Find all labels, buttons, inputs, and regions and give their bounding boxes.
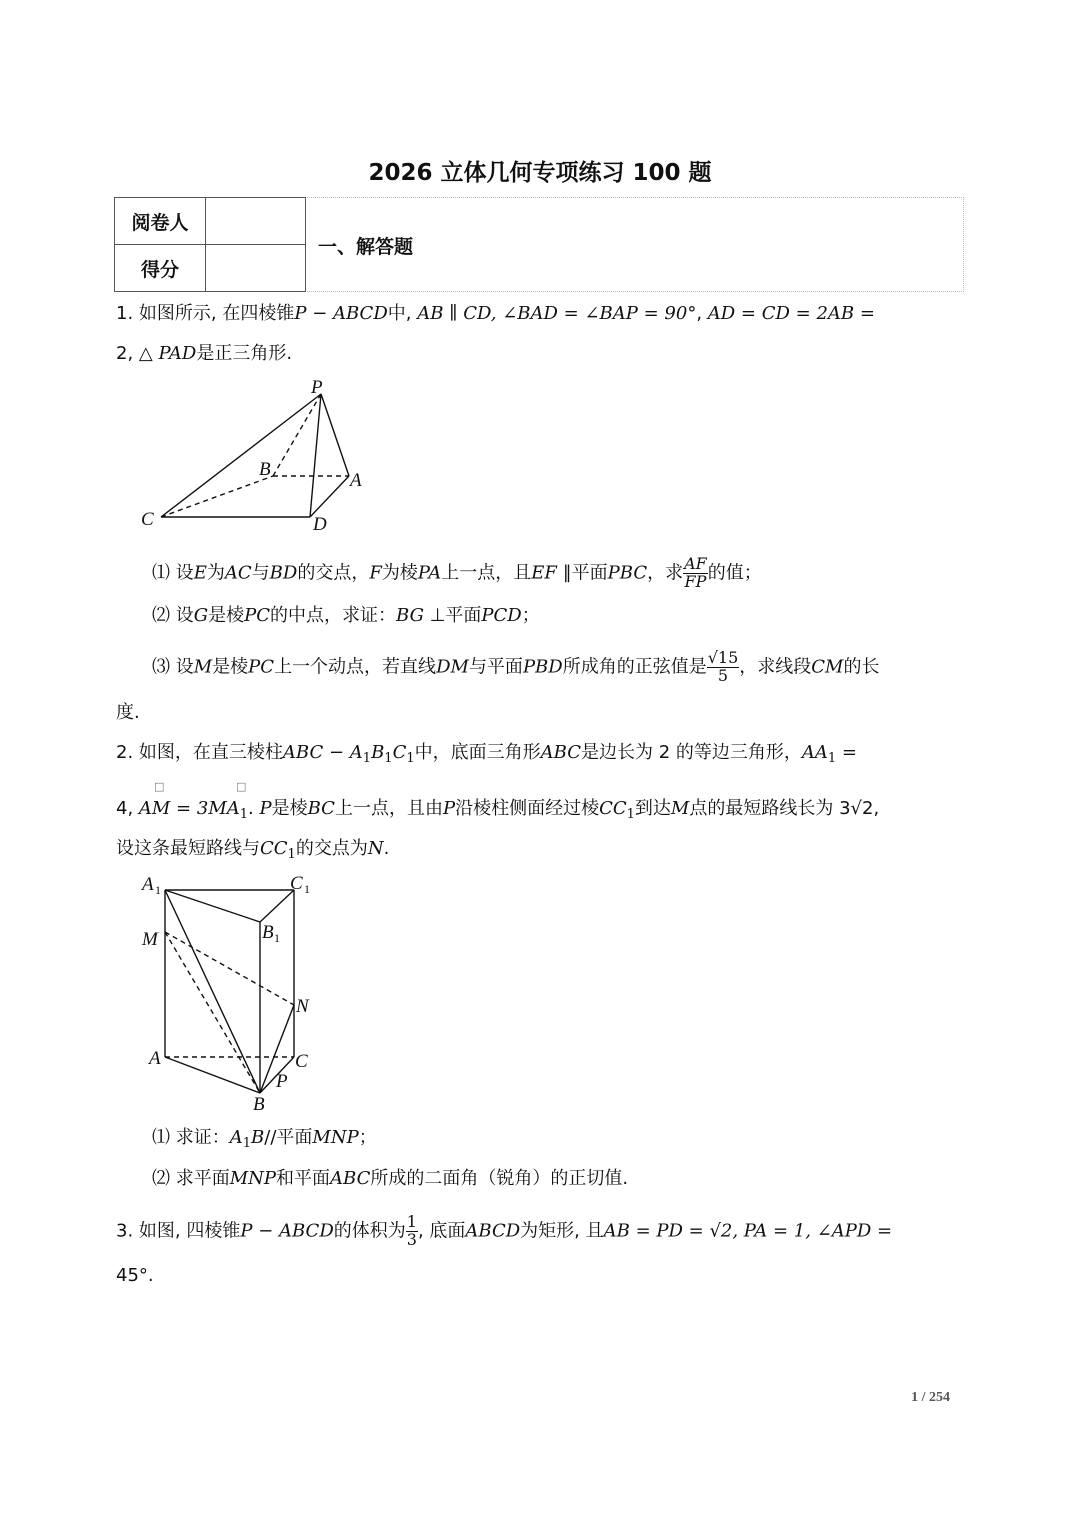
q2-line3: 设这条最短路线与$CC_1$的交点为N. xyxy=(116,838,390,862)
q2-fig-label-m: M xyxy=(142,929,158,950)
q1-fig-label-p: P xyxy=(311,377,323,398)
q2-line2: 4, AM = $3MA_1$. P是棱BC上一点，且由P沿棱柱侧面经过棱$CC_1$到达M点的最短路线长为 3√2, xyxy=(116,798,880,822)
page-number: 1 / 254 xyxy=(911,1390,950,1405)
q2-fig-label-c1: C xyxy=(290,873,303,894)
page-title: 2026 立体几何专项练习 100 题 xyxy=(368,160,712,186)
q2-vector-mark-2: □ xyxy=(236,780,247,793)
q1-fraction-af-fp: $\frac{AF}{FP}$ xyxy=(684,554,707,591)
reviewer-label: 阅卷人 xyxy=(114,197,206,245)
q3-line1: 3. 如图, 四棱锥P − ABCD的体积为 $\frac{1}{3}$ , 底面ABCD为矩形, 且AB = PD = √2, PA = 1, ∠APD = xyxy=(116,1212,893,1249)
q3-line2: 45°. xyxy=(116,1265,154,1286)
q2-fig-sub-c1: 1 xyxy=(304,882,310,896)
q2-figure xyxy=(138,872,338,1117)
q2-fig-label-c: C xyxy=(295,1051,308,1072)
score-table xyxy=(114,197,964,292)
q1-part3-tail: 度. xyxy=(116,702,140,723)
score-label: 得分 xyxy=(114,244,206,292)
q2-fig-label-a: A xyxy=(149,1048,161,1069)
q2-fig-label-n: N xyxy=(296,996,309,1017)
q1-fig-label-a: A xyxy=(350,470,362,491)
q1-fraction-sqrt15-5: $\frac{√15}{5}$ xyxy=(707,648,739,685)
q1-line1: 1. 如图所示, 在四棱锥P − ABCD中, AB ∥ CD, ∠BAD = ∠BAP = 90°, AD = CD = 2AB = xyxy=(116,303,875,324)
q2-fig-label-a1: A xyxy=(142,874,154,895)
q2-fig-label-b1: B xyxy=(262,922,274,943)
reviewer-input[interactable] xyxy=(205,197,306,245)
q1-fig-label-c: C xyxy=(141,509,154,530)
score-input[interactable] xyxy=(205,244,306,292)
q2-fig-sub-a1: 1 xyxy=(155,883,161,897)
q1-part3: ⑶ 设M是棱PC上一个动点，若直线DM与平面PBD所成角的正弦值是 $\frac{√15}{5}$ ，求线段CM的长 xyxy=(152,648,880,685)
q2-part2: ⑵ 求平面MNP和平面ABC所成的二面角（锐角）的正切值. xyxy=(152,1168,629,1189)
q1-figure xyxy=(135,372,375,537)
q2-fig-sub-b1: 1 xyxy=(274,931,280,945)
q1-fig-label-b: B xyxy=(259,459,271,480)
q2-part1: ⑴ 求证：$A_1B//$平面MNP； xyxy=(152,1127,377,1151)
q2-line1: 2. 如图，在直三棱柱ABC − $A_1B_1C_1$中，底面三角形ABC是边长为 2 的等边三角形，$AA_1$ = xyxy=(116,742,857,766)
q2-fig-label-b: B xyxy=(253,1094,265,1115)
q2-fig-label-p: P xyxy=(276,1071,288,1092)
q3-fraction-one-third: $\frac{1}{3}$ xyxy=(406,1212,417,1249)
q1-fig-label-d: D xyxy=(313,514,327,535)
section-title: 一、解答题 xyxy=(318,236,414,258)
q1-line2: 2, △ PAD是正三角形. xyxy=(116,343,293,364)
q2-vector-mark-1: □ xyxy=(154,780,165,793)
q1-part1: ⑴ 设E为AC与BD的交点，F为棱PA上一点，且EF ∥平面PBC，求 $\frac{AF}{FP}$ 的值； xyxy=(152,554,762,591)
q1-part2: ⑵ 设G是棱PC的中点，求证：BG ⊥平面PCD； xyxy=(152,605,540,626)
